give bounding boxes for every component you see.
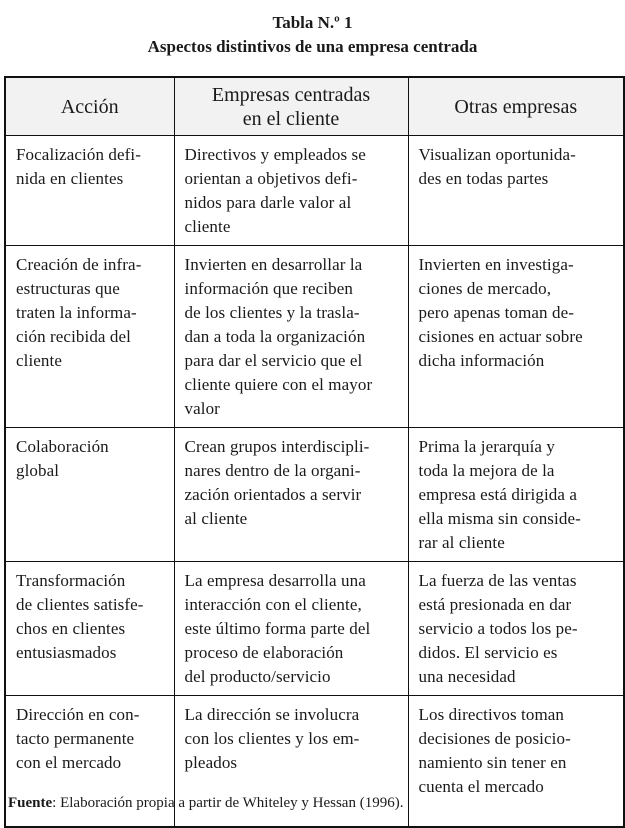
cell-empresas-centradas: La empresa desarrolla una interacción con el cliente, este último forma parte del proceso de elaboración del producto/servicio [174, 562, 408, 696]
cell-accion: Dirección en con- tacto permanente con el mercado [5, 696, 174, 827]
cell-empresas-centradas: La dirección se involucra con los clientes y los em- pleados [174, 696, 408, 827]
table-row [5, 428, 624, 562]
cell-otras-empresas: Invierten en investiga- ciones de mercado, pero apenas toman de- cisiones en actuar sobre dicha información [408, 246, 624, 428]
table-row [5, 136, 624, 246]
header-empresas-centradas: Empresas centradas en el cliente [174, 77, 408, 136]
cell-empresas-centradas: Crean grupos interdiscipli- nares dentro de la organi- zación orientados a servir al cliente [174, 428, 408, 562]
comparison-table [4, 76, 625, 828]
cell-accion: Creación de infra- estructuras que traten la informa- ción recibida del cliente [5, 246, 174, 428]
cell-empresas-centradas: Invierten en desarrollar la información que reciben de los clientes y la trasla- dan a toda la organización para dar el servicio que el cliente quiere con el mayor valor [174, 246, 408, 428]
cell-otras-empresas: La fuerza de las ventas está presionada en dar servicio a todos los pe- didos. El servicio es una necesidad [408, 562, 624, 696]
cell-accion: Colaboración global [5, 428, 174, 562]
header-otras-empresas: Otras empresas [408, 77, 624, 136]
table-row [5, 246, 624, 428]
source-note [8, 795, 403, 812]
source-label: Fuente [8, 795, 53, 811]
table-subtitle: Aspectos distintivos de una empresa centrada [147, 37, 478, 56]
cell-otras-empresas: Los directivos toman decisiones de posicio- namiento sin tener en cuenta el mercado [408, 696, 624, 827]
header-row [5, 77, 624, 136]
source-text: : Elaboración propia a partir de Whiteley y Hessan (1996). [52, 795, 404, 811]
cell-accion: Transformación de clientes satisfe- chos en clientes entusiasmados [5, 562, 174, 696]
table-row [5, 562, 624, 696]
header-accion: Acción [5, 77, 174, 136]
cell-accion: Focalización defi- nida en clientes [5, 136, 174, 246]
table-title: Tabla N.º 1 [272, 13, 353, 32]
cell-empresas-centradas: Directivos y empleados se orientan a objetivos defi- nidos para darle valor al cliente [174, 136, 408, 246]
cell-otras-empresas: Prima la jerarquía y toda la mejora de la empresa está dirigida a ella misma sin conside- rar al cliente [408, 428, 624, 562]
cell-otras-empresas: Visualizan oportunida- des en todas partes [408, 136, 624, 246]
